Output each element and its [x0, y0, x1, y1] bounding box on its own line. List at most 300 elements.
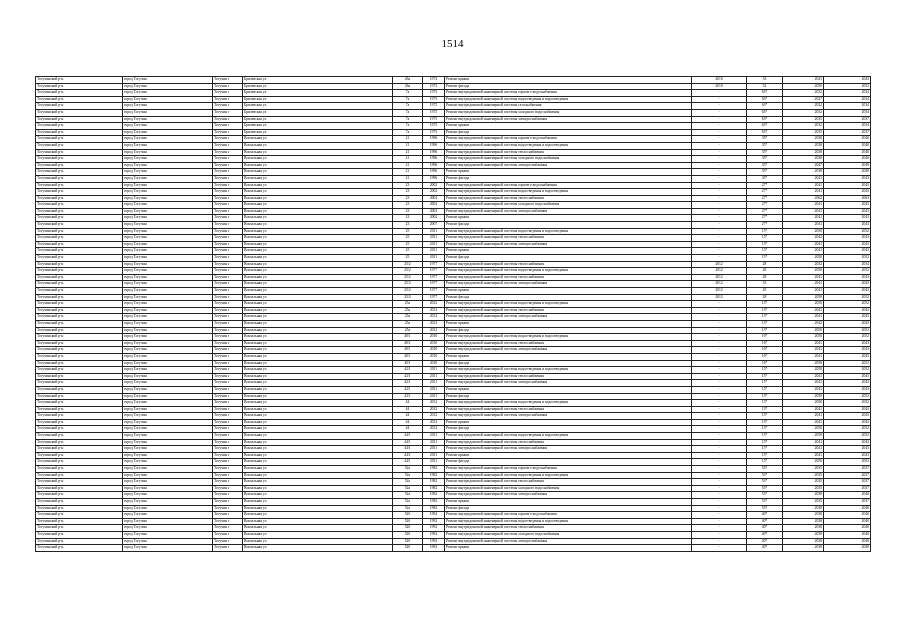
cell-locality: Тогучин г	[213, 459, 243, 466]
cell-work-type: Ремонт внутридомовой инженерной системы электроснабжения	[445, 241, 692, 248]
cell-settlement: город Тогучин	[123, 96, 213, 103]
cell-street: Вокзальная ул	[243, 248, 393, 255]
cell-work-type: Ремонт фасада	[445, 360, 692, 367]
cell-street: Вокзальная ул	[243, 452, 393, 459]
cell-settlement: город Тогучин	[123, 518, 213, 525]
cell-work-type: Ремонт внутридомовой инженерной системы горячего водоснабжения	[445, 182, 692, 189]
cell-plan-end: 2040	[824, 492, 871, 499]
table-row	[36, 525, 871, 532]
cell-last-repair-year: -	[692, 472, 747, 479]
cell-locality: Тогучин г	[213, 334, 243, 341]
cell-wear: 15*	[747, 452, 783, 459]
cell-plan-end: 2043	[824, 314, 871, 321]
table-row	[36, 175, 871, 182]
cell-year-built: 2010	[423, 340, 445, 347]
cell-wear: 63*	[747, 116, 783, 123]
cell-settlement: город Тогучин	[123, 373, 213, 380]
cell-street: Вокзальная ул	[243, 446, 393, 453]
cell-street: Вокзальная ул	[243, 518, 393, 525]
cell-plan-end: 2043	[824, 413, 871, 420]
cell-locality: Тогучин г	[213, 347, 243, 354]
cell-district: Тогучинский р-н	[36, 301, 123, 308]
cell-locality: Тогучин г	[213, 162, 243, 169]
cell-street: Вокзальная ул	[243, 393, 393, 400]
cell-year-built: 1996	[423, 156, 445, 163]
cell-wear: 27*	[747, 215, 783, 222]
cell-year-built: 1977	[423, 294, 445, 301]
cell-street: Вокзальная ул	[243, 531, 393, 538]
cell-work-type: Ремонт фасада	[445, 255, 692, 262]
cell-plan-end: 2034	[824, 261, 871, 268]
cell-plan-end: 2040	[824, 525, 871, 532]
cell-street: Брилевская ул	[243, 90, 393, 97]
cell-district: Тогучинский р-н	[36, 294, 123, 301]
cell-last-repair-year: -	[692, 400, 747, 407]
cell-settlement: город Тогучин	[123, 142, 213, 149]
cell-locality: Тогучин г	[213, 288, 243, 295]
cell-year-built: 1992	[423, 518, 445, 525]
cell-last-repair-year: -	[692, 439, 747, 446]
table-row	[36, 419, 871, 426]
cell-house: 44	[393, 406, 423, 413]
cell-wear: 63*	[747, 90, 783, 97]
cell-street: Вокзальная ул	[243, 459, 393, 466]
cell-work-type: Ремонт фасада	[445, 83, 692, 90]
cell-house: 40/1	[393, 360, 423, 367]
cell-work-type: Ремонт внутридомовой инженерной системы электроснабжения	[445, 116, 692, 123]
cell-work-type: Ремонт внутридомовой инженерной системы водоотведения и водоотведения	[445, 518, 692, 525]
cell-year-built: 2011	[423, 452, 445, 459]
cell-year-built: 1982	[423, 466, 445, 473]
cell-settlement: город Тогучин	[123, 512, 213, 519]
cell-last-repair-year: -	[692, 545, 747, 552]
cell-year-built: 2012	[423, 327, 445, 334]
cell-house: 25/2	[393, 268, 423, 275]
cell-year-built: 2012	[423, 400, 445, 407]
cell-last-repair-year: -	[692, 103, 747, 110]
cell-district: Тогучинский р-н	[36, 545, 123, 552]
cell-settlement: город Тогучин	[123, 505, 213, 512]
cell-locality: Тогучин г	[213, 182, 243, 189]
cell-settlement: город Тогучин	[123, 393, 213, 400]
cell-street: Брилевская ул	[243, 77, 393, 84]
cell-house: 52а	[393, 492, 423, 499]
cell-wear: 13*	[747, 307, 783, 314]
cell-plan-end: 2043	[824, 274, 871, 281]
cell-district: Тогучинский р-н	[36, 380, 123, 387]
cell-plan-start: 2038	[783, 156, 824, 163]
cell-settlement: город Тогучин	[123, 360, 213, 367]
cell-plan-end: 2052	[824, 334, 871, 341]
cell-work-type: Ремонт внутридомовой инженерной системы теплоснабжения	[445, 439, 692, 446]
cell-street: Брилевская ул	[243, 116, 393, 123]
table-row	[36, 479, 871, 486]
cell-work-type: Ремонт внутридомовой инженерной системы холодного водоснабжения	[445, 531, 692, 538]
cell-work-type: Ремонт внутридомовой инженерной системы холодного водоснабжения	[445, 202, 692, 209]
cell-house: 52б	[393, 545, 423, 552]
table-row	[36, 466, 871, 473]
table-row	[36, 222, 871, 229]
cell-house: 25	[393, 235, 423, 242]
cell-plan-start: 2032	[783, 109, 824, 116]
cell-street: Вокзальная ул	[243, 400, 393, 407]
table-row	[36, 129, 871, 136]
cell-last-repair-year: -	[692, 367, 747, 374]
cell-locality: Тогучин г	[213, 531, 243, 538]
cell-locality: Тогучин г	[213, 77, 243, 84]
cell-plan-end: 2052	[824, 83, 871, 90]
cell-street: Вокзальная ул	[243, 274, 393, 281]
cell-last-repair-year: -	[692, 149, 747, 156]
cell-house: 7а	[393, 123, 423, 130]
cell-district: Тогучинский р-н	[36, 525, 123, 532]
cell-locality: Тогучин г	[213, 116, 243, 123]
cell-street: Вокзальная ул	[243, 347, 393, 354]
table-row	[36, 182, 871, 189]
cell-street: Вокзальная ул	[243, 499, 393, 506]
cell-street: Вокзальная ул	[243, 334, 393, 341]
cell-house: 23	[393, 182, 423, 189]
cell-plan-start: 2038	[783, 492, 824, 499]
cell-locality: Тогучин г	[213, 314, 243, 321]
cell-district: Тогучинский р-н	[36, 518, 123, 525]
cell-plan-start: 2050	[783, 83, 824, 90]
cell-district: Тогучинский р-н	[36, 452, 123, 459]
cell-wear: 15*	[747, 248, 783, 255]
cell-plan-end: 2037	[824, 116, 871, 123]
cell-locality: Тогучин г	[213, 274, 243, 281]
cell-district: Тогучинский р-н	[36, 466, 123, 473]
cell-settlement: город Тогучин	[123, 499, 213, 506]
cell-plan-end: 2043	[824, 439, 871, 446]
cell-house: 21	[393, 169, 423, 176]
cell-plan-start: 2041	[783, 208, 824, 215]
cell-district: Тогучинский р-н	[36, 261, 123, 268]
cell-district: Тогучинский р-н	[36, 281, 123, 288]
table-row	[36, 149, 871, 156]
cell-street: Вокзальная ул	[243, 545, 393, 552]
cell-settlement: город Тогучин	[123, 116, 213, 123]
page-number: 1514	[441, 38, 464, 50]
cell-wear: 15*	[747, 380, 783, 387]
cell-plan-end: 2037	[824, 479, 871, 486]
cell-wear: 13*	[747, 413, 783, 420]
cell-settlement: город Тогучин	[123, 255, 213, 262]
cell-work-type: Ремонт внутридомовой инженерной системы теплоснабжения	[445, 307, 692, 314]
cell-last-repair-year: -	[692, 129, 747, 136]
cell-street: Вокзальная ул	[243, 360, 393, 367]
cell-work-type: Ремонт внутридомовой инженерной системы теплоснабжения	[445, 525, 692, 532]
table-row	[36, 353, 871, 360]
cell-work-type: Ремонт внутридомовой инженерной системы водоотведения и водоотведения	[445, 472, 692, 479]
cell-district: Тогучинский р-н	[36, 202, 123, 209]
cell-plan-start: 2038	[783, 505, 824, 512]
cell-settlement: город Тогучин	[123, 386, 213, 393]
cell-year-built: 2007	[423, 222, 445, 229]
table-row	[36, 268, 871, 275]
cell-locality: Тогучин г	[213, 301, 243, 308]
cell-house: 52б	[393, 531, 423, 538]
cell-plan-start: 2035	[783, 479, 824, 486]
cell-house: 42/1	[393, 380, 423, 387]
cell-wear: 16*	[747, 334, 783, 341]
cell-work-type: Ремонт внутридомовой инженерной системы водоотведения и водоотведения	[445, 334, 692, 341]
cell-plan-start: 2041	[783, 274, 824, 281]
cell-house: 44/1	[393, 452, 423, 459]
cell-locality: Тогучин г	[213, 386, 243, 393]
table-row	[36, 538, 871, 545]
cell-last-repair-year: -	[692, 393, 747, 400]
table-row	[36, 459, 871, 466]
cell-last-repair-year: -	[692, 307, 747, 314]
cell-district: Тогучинский р-н	[36, 90, 123, 97]
cell-street: Вокзальная ул	[243, 512, 393, 519]
table-row	[36, 228, 871, 235]
cell-work-type: Ремонт крыши	[445, 320, 692, 327]
cell-locality: Тогучин г	[213, 505, 243, 512]
cell-plan-start: 2050	[783, 327, 824, 334]
cell-district: Тогучинский р-н	[36, 367, 123, 374]
cell-work-type: Ремонт крыши	[445, 123, 692, 130]
cell-year-built: 2011	[423, 380, 445, 387]
cell-district: Тогучинский р-н	[36, 531, 123, 538]
cell-settlement: город Тогучин	[123, 340, 213, 347]
cell-plan-start: 2041	[783, 439, 824, 446]
cell-district: Тогучинский р-н	[36, 274, 123, 281]
cell-year-built: 2012	[423, 413, 445, 420]
cell-district: Тогучинский р-н	[36, 162, 123, 169]
cell-wear: 35*	[747, 156, 783, 163]
cell-wear: 15*	[747, 228, 783, 235]
cell-plan-start: 2035	[783, 485, 824, 492]
cell-house: 7а	[393, 116, 423, 123]
cell-work-type: Ремонт внутридомовой инженерной системы водоотведения и водоотведения	[445, 400, 692, 407]
cell-plan-end: 2040	[824, 169, 871, 176]
cell-locality: Тогучин г	[213, 129, 243, 136]
cell-street: Вокзальная ул	[243, 466, 393, 473]
cell-plan-start: 2047	[783, 162, 824, 169]
cell-wear: 33	[747, 281, 783, 288]
cell-wear: 53*	[747, 466, 783, 473]
cell-street: Вокзальная ул	[243, 162, 393, 169]
cell-last-repair-year: -	[692, 413, 747, 420]
cell-plan-start: 2041	[783, 380, 824, 387]
cell-house: 21	[393, 156, 423, 163]
table-row	[36, 136, 871, 143]
cell-locality: Тогучин г	[213, 419, 243, 426]
cell-settlement: город Тогучин	[123, 413, 213, 420]
cell-year-built: 2010	[423, 360, 445, 367]
cell-house: 23	[393, 222, 423, 229]
cell-year-built: 1975	[423, 96, 445, 103]
cell-wear: 40*	[747, 538, 783, 545]
cell-plan-end: 2052	[824, 360, 871, 367]
cell-year-built: 1996	[423, 175, 445, 182]
table-row	[36, 426, 871, 433]
cell-district: Тогучинский р-н	[36, 129, 123, 136]
cell-work-type: Ремонт внутридомовой инженерной системы водоотведения и водоотведения	[445, 433, 692, 440]
cell-last-repair-year: 2012	[692, 294, 747, 301]
cell-last-repair-year: -	[692, 505, 747, 512]
cell-house: 42/1	[393, 393, 423, 400]
cell-last-repair-year: -	[692, 479, 747, 486]
table-row	[36, 189, 871, 196]
cell-work-type: Ремонт внутридомовой инженерной системы водоотведения и водоотведения	[445, 228, 692, 235]
cell-street: Брилевская ул	[243, 129, 393, 136]
table-row	[36, 235, 871, 242]
cell-year-built: 2010	[423, 347, 445, 354]
cell-district: Тогучинский р-н	[36, 419, 123, 426]
cell-street: Вокзальная ул	[243, 182, 393, 189]
cell-work-type: Ремонт внутридомовой инженерной системы водоотведения и водоотведения	[445, 96, 692, 103]
cell-last-repair-year: -	[692, 353, 747, 360]
cell-year-built: 2010	[423, 353, 445, 360]
cell-year-built: 1975	[423, 103, 445, 110]
cell-locality: Тогучин г	[213, 208, 243, 215]
cell-wear: 27*	[747, 195, 783, 202]
cell-wear: 28	[747, 268, 783, 275]
cell-work-type: Ремонт внутридомовой инженерной системы теплоснабжения	[445, 406, 692, 413]
cell-work-type: Ремонт фасада	[445, 459, 692, 466]
cell-wear: 27*	[747, 182, 783, 189]
cell-year-built: 2010	[423, 334, 445, 341]
cell-plan-end: 2037	[824, 499, 871, 506]
cell-last-repair-year: -	[692, 340, 747, 347]
cell-plan-start: 2050	[783, 268, 824, 275]
cell-plan-end: 2052	[824, 255, 871, 262]
cell-street: Вокзальная ул	[243, 136, 393, 143]
cell-year-built: 2002	[423, 189, 445, 196]
cell-locality: Тогучин г	[213, 479, 243, 486]
cell-settlement: город Тогучин	[123, 261, 213, 268]
cell-plan-end: 2037	[824, 472, 871, 479]
cell-street: Вокзальная ул	[243, 413, 393, 420]
cell-year-built: 2012	[423, 426, 445, 433]
cell-settlement: город Тогучин	[123, 426, 213, 433]
cell-year-built: 1982	[423, 499, 445, 506]
cell-locality: Тогучин г	[213, 433, 243, 440]
cell-settlement: город Тогучин	[123, 103, 213, 110]
cell-plan-start: 2027	[783, 96, 824, 103]
table-row	[36, 518, 871, 525]
cell-house: 44/1	[393, 433, 423, 440]
cell-last-repair-year: -	[692, 320, 747, 327]
cell-locality: Тогучин г	[213, 169, 243, 176]
cell-house: 21	[393, 162, 423, 169]
cell-plan-start: 2062	[783, 195, 824, 202]
cell-work-type: Ремонт крыши	[445, 452, 692, 459]
cell-plan-end: 2040	[824, 512, 871, 519]
cell-work-type: Ремонт фасада	[445, 129, 692, 136]
cell-street: Вокзальная ул	[243, 202, 393, 209]
cell-locality: Тогучин г	[213, 492, 243, 499]
cell-settlement: город Тогучин	[123, 367, 213, 374]
cell-district: Тогучинский р-н	[36, 413, 123, 420]
cell-plan-end: 2052	[824, 433, 871, 440]
table-row	[36, 90, 871, 97]
cell-plan-start: 2035	[783, 466, 824, 473]
cell-work-type: Ремонт внутридомовой инженерной системы теплоснабжения	[445, 479, 692, 486]
cell-house: 21	[393, 149, 423, 156]
cell-locality: Тогучин г	[213, 340, 243, 347]
cell-plan-end: 2043	[824, 307, 871, 314]
table-row	[36, 386, 871, 393]
table-row	[36, 294, 871, 301]
cell-work-type: Ремонт внутридомовой инженерной системы холодного водоснабжения	[445, 485, 692, 492]
cell-wear: 27*	[747, 208, 783, 215]
cell-plan-end: 2040	[824, 505, 871, 512]
table-row	[36, 406, 871, 413]
cell-plan-end: 2043	[824, 215, 871, 222]
cell-street: Брилевская ул	[243, 109, 393, 116]
cell-street: Вокзальная ул	[243, 235, 393, 242]
cell-locality: Тогучин г	[213, 215, 243, 222]
cell-wear: 63*	[747, 129, 783, 136]
cell-wear: 32	[747, 83, 783, 90]
cell-work-type: Ремонт внутридомовой инженерной системы электроснабжения	[445, 281, 692, 288]
cell-house: 25/2	[393, 294, 423, 301]
cell-plan-start: 2050	[783, 294, 824, 301]
cell-street: Вокзальная ул	[243, 175, 393, 182]
cell-plan-start: 2038	[783, 525, 824, 532]
cell-district: Тогучинский р-н	[36, 235, 123, 242]
cell-work-type: Ремонт фасада	[445, 426, 692, 433]
cell-plan-end: 2043	[824, 353, 871, 360]
cell-locality: Тогучин г	[213, 255, 243, 262]
cell-settlement: город Тогучин	[123, 307, 213, 314]
cell-street: Вокзальная ул	[243, 340, 393, 347]
cell-last-repair-year: -	[692, 499, 747, 506]
cell-house: 52а	[393, 499, 423, 506]
cell-wear: 16*	[747, 340, 783, 347]
cell-district: Тогучинский р-н	[36, 505, 123, 512]
cell-work-type: Ремонт внутридомовой инженерной системы горячего водоснабжения	[445, 466, 692, 473]
cell-house: 44	[393, 426, 423, 433]
cell-wear: 15*	[747, 367, 783, 374]
cell-plan-start: 2038	[783, 136, 824, 143]
cell-wear: 15*	[747, 373, 783, 380]
cell-plan-start: 2038	[783, 149, 824, 156]
cell-last-repair-year: -	[692, 347, 747, 354]
cell-work-type: Ремонт внутридомовой инженерной системы электроснабжения	[445, 446, 692, 453]
cell-plan-end: 2052	[824, 459, 871, 466]
cell-last-repair-year: -	[692, 202, 747, 209]
cell-work-type: Ремонт внутридомовой инженерной системы электроснабжения	[445, 347, 692, 354]
cell-plan-start: 2042	[783, 235, 824, 242]
cell-wear: 33	[747, 77, 783, 84]
cell-last-repair-year: -	[692, 406, 747, 413]
table-row	[36, 446, 871, 453]
table-row	[36, 393, 871, 400]
cell-last-repair-year: -	[692, 90, 747, 97]
cell-wear: 35*	[747, 175, 783, 182]
cell-house: 23	[393, 208, 423, 215]
cell-wear: 15*	[747, 439, 783, 446]
cell-plan-end: 2037	[824, 466, 871, 473]
cell-street: Вокзальная ул	[243, 149, 393, 156]
cell-plan-end: 2052	[824, 367, 871, 374]
cell-locality: Тогучин г	[213, 149, 243, 156]
cell-district: Тогучинский р-н	[36, 215, 123, 222]
cell-work-type: Ремонт крыши	[445, 386, 692, 393]
cell-work-type: Ремонт внутридомовой инженерной системы теплоснабжения	[445, 261, 692, 268]
cell-wear: 16*	[747, 347, 783, 354]
cell-work-type: Ремонт внутридомовой инженерной системы горячего водоснабжения	[445, 512, 692, 519]
cell-settlement: город Тогучин	[123, 109, 213, 116]
cell-locality: Тогучин г	[213, 393, 243, 400]
cell-settlement: город Тогучин	[123, 485, 213, 492]
table-row	[36, 261, 871, 268]
